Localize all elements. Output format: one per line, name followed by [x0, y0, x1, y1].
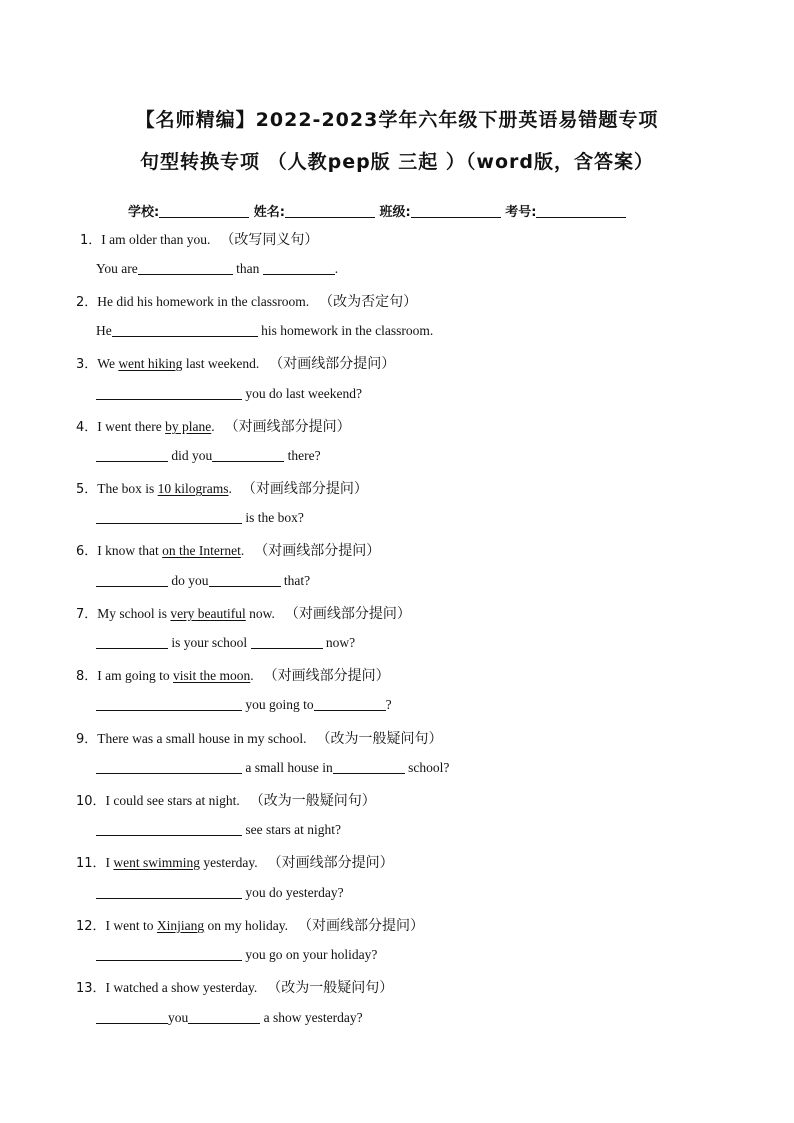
- underlined-phrase: went swimming: [113, 855, 201, 870]
- student-info-row: [128, 201, 626, 220]
- answer-blank[interactable]: [212, 448, 284, 462]
- answer-2: He his homework in the classroom.: [96, 323, 434, 338]
- answer-blank[interactable]: [96, 510, 242, 524]
- answer-blank[interactable]: [188, 1010, 260, 1024]
- answer-blank[interactable]: [96, 1010, 168, 1024]
- answer-13: you a show yesterday?: [96, 1010, 363, 1026]
- exam-no-field[interactable]: [536, 203, 626, 218]
- underlined-phrase: on the Internet: [162, 543, 241, 558]
- question-2: 2．He did his homework in the classroom. （改为否定句）: [76, 294, 418, 310]
- underlined-phrase: very beautiful: [170, 606, 246, 621]
- name-label: 姓名:: [253, 205, 285, 220]
- question-13: 13．I watched a show yesterday. （改为一般疑问句）: [76, 980, 394, 996]
- underlined-phrase: 10 kilograms: [157, 481, 229, 496]
- answer-10: see stars at night?: [96, 822, 341, 838]
- answer-12: you go on your holiday?: [96, 947, 377, 963]
- answer-3: you do last weekend?: [96, 386, 362, 402]
- answer-blank[interactable]: [96, 386, 242, 400]
- answer-blank[interactable]: [96, 885, 242, 899]
- answer-blank[interactable]: [333, 760, 405, 774]
- question-12: 12．I went to Xinjiang on my holiday. （对画线部分提问）: [76, 918, 425, 934]
- class-label: 班级:: [379, 205, 411, 220]
- question-1: 1．I am older than you. （改写同义句）: [80, 232, 319, 248]
- answer-5: is the box?: [96, 510, 304, 526]
- name-field[interactable]: [285, 203, 375, 218]
- answer-blank[interactable]: [96, 947, 242, 961]
- question-11: 11．I went swimming yesterday. （对画线部分提问）: [76, 855, 394, 871]
- answer-blank[interactable]: [96, 448, 168, 462]
- answer-blank[interactable]: [314, 697, 386, 711]
- underlined-phrase: went hiking: [118, 356, 183, 371]
- question-9: 9．There was a small house in my school. （改为一般疑问句）: [76, 731, 443, 747]
- question-7: 7．My school is very beautiful now. （对画线部分提问）: [76, 606, 411, 622]
- question-6: 6．I know that on the Internet. （对画线部分提问）: [76, 543, 381, 559]
- answer-1: You are than .: [96, 261, 339, 276]
- page-title-line-2: 句型转换专项 （人教pep版 三起 ）（word版，含答案）: [139, 151, 654, 173]
- page-title-line-1: 【名师精编】2022-2023学年六年级下册英语易错题专项: [135, 109, 659, 131]
- exam-no-label: 考号:: [505, 205, 537, 220]
- question-5: 5．The box is 10 kilograms. （对画线部分提问）: [76, 481, 368, 497]
- answer-blank[interactable]: [96, 822, 242, 836]
- answer-7: is your school now?: [96, 635, 355, 651]
- answer-blank[interactable]: [138, 261, 233, 275]
- school-label: 学校:: [128, 205, 160, 220]
- answer-blank[interactable]: [96, 635, 168, 649]
- question-4: 4．I went there by plane. （对画线部分提问）: [76, 419, 351, 435]
- answer-blank[interactable]: [96, 760, 242, 774]
- underlined-phrase: by plane: [165, 419, 212, 434]
- answer-4: did you there?: [96, 448, 321, 464]
- underlined-phrase: Xinjiang: [156, 918, 205, 933]
- answer-blank[interactable]: [96, 573, 168, 587]
- answer-blank[interactable]: [112, 323, 258, 337]
- question-8: 8．I am going to visit the moon. （对画线部分提问）: [76, 668, 390, 684]
- answer-blank[interactable]: [251, 635, 323, 649]
- underlined-phrase: visit the moon: [173, 668, 251, 683]
- question-10: 10．I could see stars at night. （改为一般疑问句）: [76, 793, 376, 809]
- answer-blank[interactable]: [263, 261, 335, 275]
- class-field[interactable]: [411, 203, 501, 218]
- question-3: 3．We went hiking last weekend. （对画线部分提问）: [76, 356, 396, 372]
- answer-8: you going to ?: [96, 697, 392, 713]
- answer-blank[interactable]: [209, 573, 281, 587]
- school-field[interactable]: [159, 203, 249, 218]
- answer-9: a small house in school?: [96, 760, 449, 776]
- answer-6: do you that?: [96, 573, 310, 589]
- answer-blank[interactable]: [96, 697, 242, 711]
- answer-11: you do yesterday?: [96, 885, 344, 901]
